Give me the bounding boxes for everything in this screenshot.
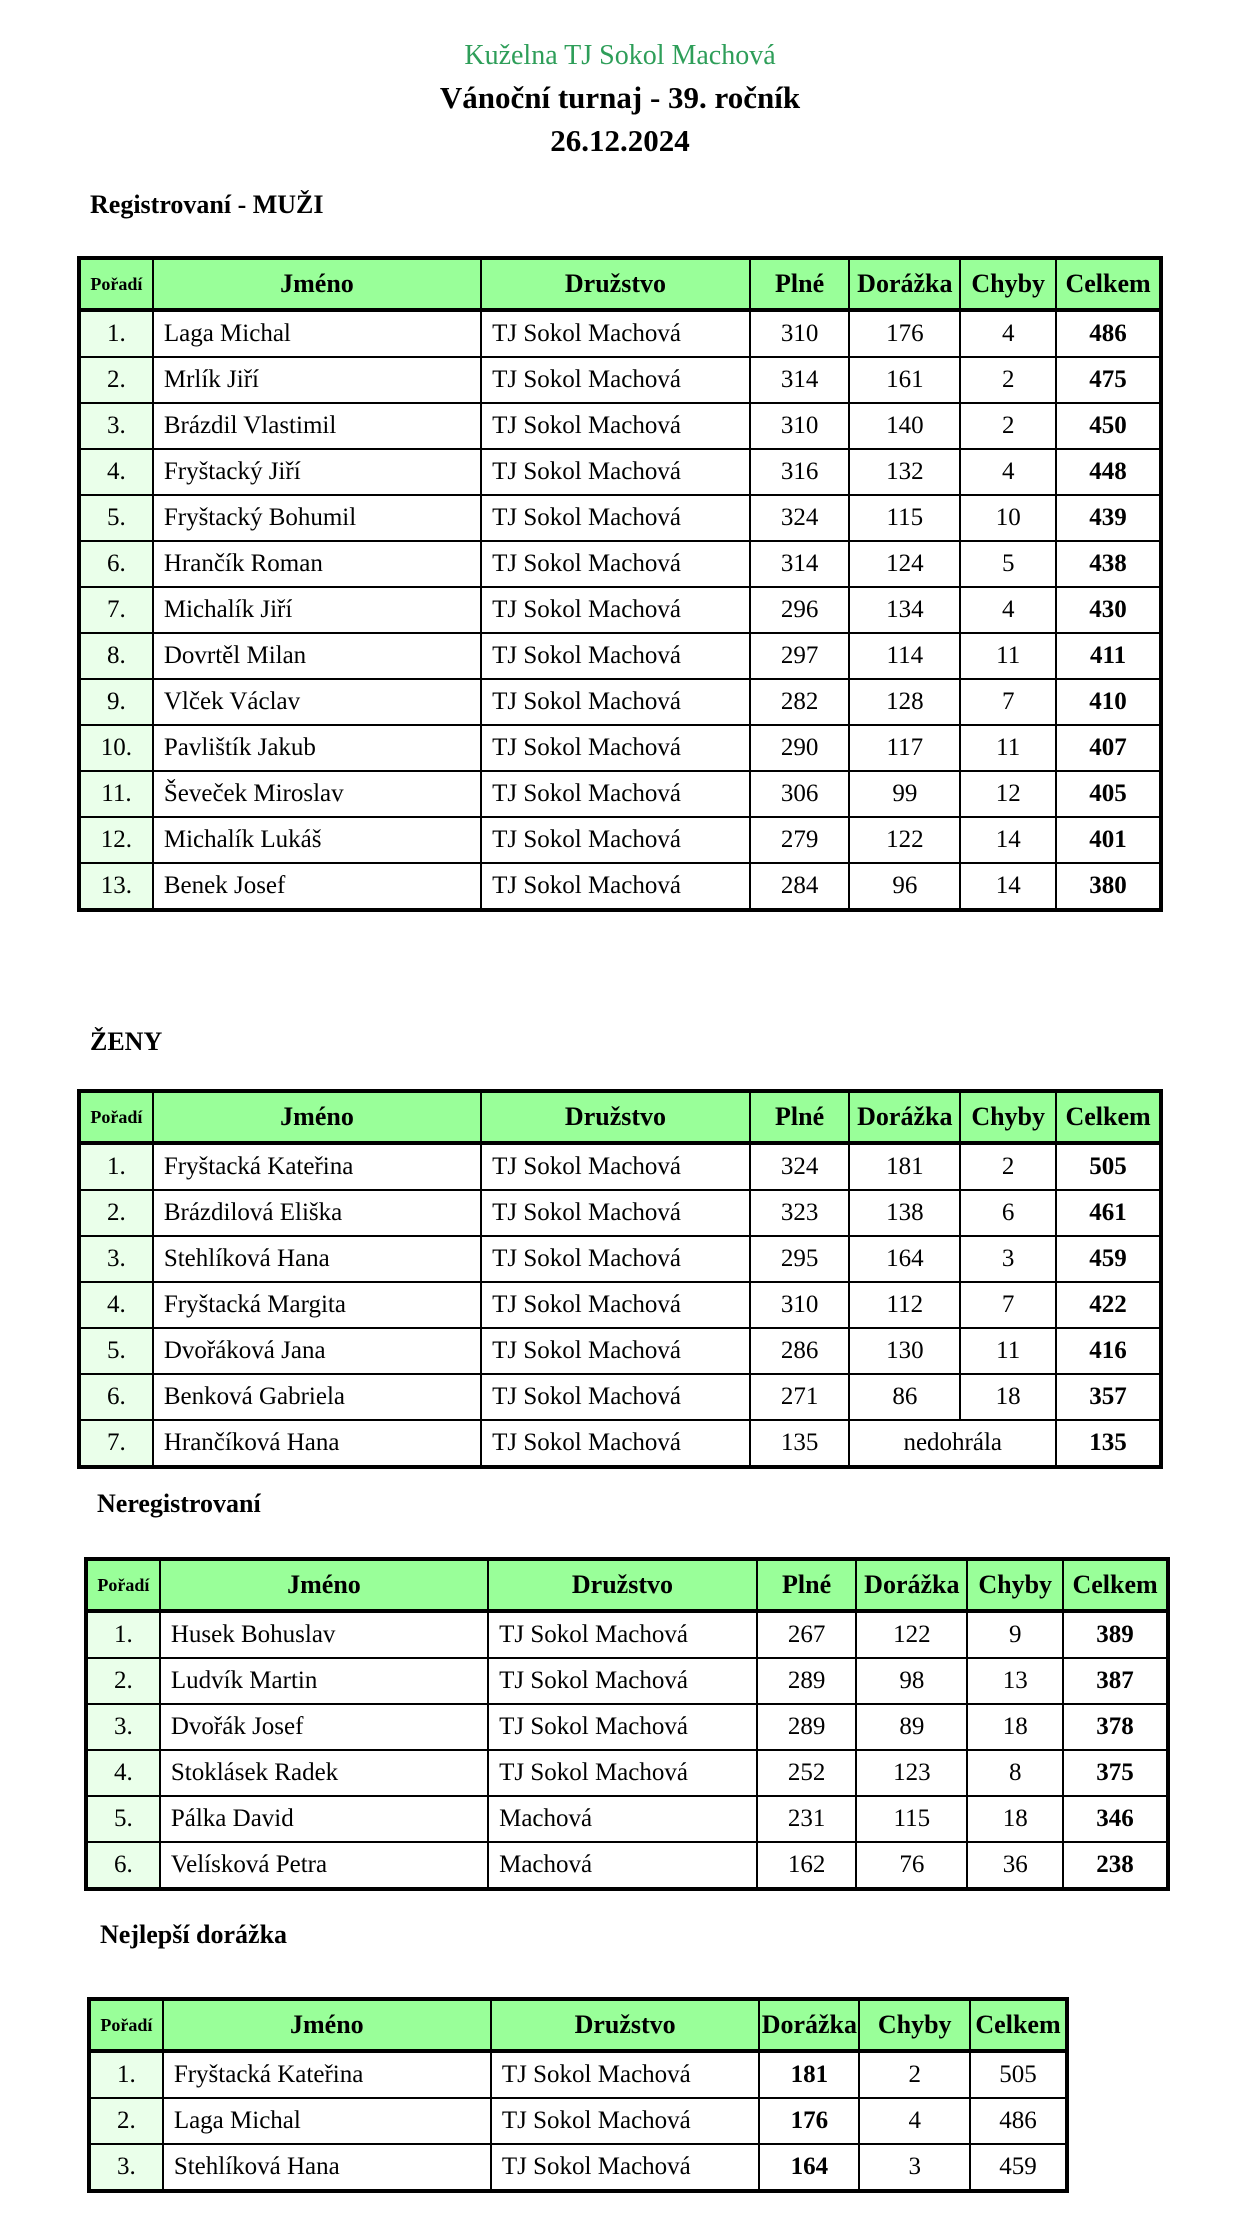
cell-full: 324 bbox=[750, 1143, 850, 1190]
cell-rank: 4. bbox=[79, 1282, 153, 1328]
cell-rank: 2. bbox=[79, 1190, 153, 1236]
cell-clear: 117 bbox=[849, 725, 960, 771]
cell-full: 231 bbox=[757, 1796, 857, 1842]
table-row bbox=[86, 1658, 1168, 1704]
cell-team: TJ Sokol Machová bbox=[488, 1611, 757, 1658]
cell-rank: 7. bbox=[79, 1420, 153, 1467]
cell-total: 410 bbox=[1056, 679, 1161, 725]
cell-name: Mrlík Jiří bbox=[153, 357, 481, 403]
cell-rank: 7. bbox=[79, 587, 153, 633]
cell-clear: 176 bbox=[849, 310, 960, 357]
cell-name: Fryštacká Margita bbox=[153, 1282, 481, 1328]
table-row bbox=[79, 1374, 1161, 1420]
cell-full: 135 bbox=[750, 1420, 850, 1467]
cell-team: TJ Sokol Machová bbox=[481, 725, 750, 771]
cell-clear: 138 bbox=[849, 1190, 960, 1236]
cell-errors: 18 bbox=[960, 1374, 1056, 1420]
venue-name: Kuželna TJ Sokol Machová bbox=[464, 40, 776, 71]
cell-name: Stehlíková Hana bbox=[163, 2144, 491, 2191]
cell-rank: 3. bbox=[79, 1236, 153, 1282]
cell-full: 289 bbox=[757, 1658, 857, 1704]
cell-team: TJ Sokol Machová bbox=[481, 1143, 750, 1190]
cell-errors: 4 bbox=[960, 587, 1056, 633]
cell-clear: 181 bbox=[759, 2051, 859, 2098]
cell-total: 401 bbox=[1056, 817, 1161, 863]
cell-clear: 99 bbox=[849, 771, 960, 817]
cell-total: 448 bbox=[1056, 449, 1161, 495]
cell-errors: 8 bbox=[967, 1750, 1063, 1796]
cell-errors: 14 bbox=[960, 817, 1056, 863]
cell-rank: 11. bbox=[79, 771, 153, 817]
cell-total: 461 bbox=[1056, 1190, 1161, 1236]
cell-rank: 1. bbox=[86, 1611, 160, 1658]
column-header-name: Jméno bbox=[153, 258, 481, 310]
cell-total: 439 bbox=[1056, 495, 1161, 541]
cell-errors: 2 bbox=[960, 357, 1056, 403]
cell-total: 135 bbox=[1056, 1420, 1161, 1467]
cell-rank: 1. bbox=[79, 1143, 153, 1190]
cell-total: 486 bbox=[1056, 310, 1161, 357]
table-row bbox=[86, 1750, 1168, 1796]
table-row bbox=[86, 1611, 1168, 1658]
cell-name: Hrančík Roman bbox=[153, 541, 481, 587]
cell-name: Dvořák Josef bbox=[160, 1704, 488, 1750]
cell-rank: 9. bbox=[79, 679, 153, 725]
cell-total: 389 bbox=[1063, 1611, 1168, 1658]
section-title-unregistered: Neregistrovaní bbox=[97, 1489, 261, 1518]
table-row bbox=[79, 403, 1161, 449]
cell-errors: 4 bbox=[960, 449, 1056, 495]
cell-clear: 96 bbox=[849, 863, 960, 910]
cell-rank: 5. bbox=[79, 495, 153, 541]
cell-name: Husek Bohuslav bbox=[160, 1611, 488, 1658]
cell-clear: 76 bbox=[856, 1842, 967, 1889]
cell-full: 162 bbox=[757, 1842, 857, 1889]
cell-full: 295 bbox=[750, 1236, 850, 1282]
cell-total: 459 bbox=[970, 2144, 1067, 2191]
table-row bbox=[79, 863, 1161, 910]
unregistered-results-table bbox=[84, 1557, 1170, 1891]
column-header-name: Jméno bbox=[153, 1091, 481, 1143]
table-row bbox=[79, 495, 1161, 541]
cell-name: Pálka David bbox=[160, 1796, 488, 1842]
cell-errors: 14 bbox=[960, 863, 1056, 910]
cell-errors: 7 bbox=[960, 679, 1056, 725]
cell-clear: 176 bbox=[759, 2098, 859, 2144]
cell-total: 378 bbox=[1063, 1704, 1168, 1750]
cell-full: 267 bbox=[757, 1611, 857, 1658]
cell-total: 416 bbox=[1056, 1328, 1161, 1374]
table-header-row bbox=[89, 1999, 1067, 2051]
cell-clear: 164 bbox=[849, 1236, 960, 1282]
table-row bbox=[86, 1842, 1168, 1889]
column-header-rank: Pořadí bbox=[79, 1091, 153, 1143]
cell-total: 438 bbox=[1056, 541, 1161, 587]
cell-clear: 164 bbox=[759, 2144, 859, 2191]
cell-team: TJ Sokol Machová bbox=[481, 1236, 750, 1282]
cell-name: Fryštacká Kateřina bbox=[163, 2051, 491, 2098]
cell-total: 450 bbox=[1056, 403, 1161, 449]
cell-name: Velísková Petra bbox=[160, 1842, 488, 1889]
cell-rank: 6. bbox=[86, 1842, 160, 1889]
cell-clear: 112 bbox=[849, 1282, 960, 1328]
column-header-rank: Pořadí bbox=[79, 258, 153, 310]
cell-team: TJ Sokol Machová bbox=[481, 541, 750, 587]
cell-team: TJ Sokol Machová bbox=[481, 817, 750, 863]
cell-name: Brázdil Vlastimil bbox=[153, 403, 481, 449]
table-header-row bbox=[79, 1091, 1161, 1143]
cell-name: Brázdilová Eliška bbox=[153, 1190, 481, 1236]
cell-team: TJ Sokol Machová bbox=[481, 310, 750, 357]
cell-team: TJ Sokol Machová bbox=[481, 495, 750, 541]
cell-name: Benková Gabriela bbox=[153, 1374, 481, 1420]
cell-name: Dvořáková Jana bbox=[153, 1328, 481, 1374]
table-row bbox=[79, 1282, 1161, 1328]
cell-note: nedohrála bbox=[849, 1420, 1056, 1467]
cell-rank: 2. bbox=[89, 2098, 163, 2144]
men-results-table bbox=[77, 256, 1163, 912]
cell-team: TJ Sokol Machová bbox=[481, 771, 750, 817]
column-header-name: Jméno bbox=[163, 1999, 491, 2051]
cell-clear: 132 bbox=[849, 449, 960, 495]
table-header-row bbox=[79, 258, 1161, 310]
cell-team: TJ Sokol Machová bbox=[481, 587, 750, 633]
column-header-full: Plné bbox=[757, 1559, 857, 1611]
column-header-total: Celkem bbox=[1063, 1559, 1168, 1611]
cell-team: TJ Sokol Machová bbox=[488, 1750, 757, 1796]
cell-rank: 3. bbox=[79, 403, 153, 449]
cell-errors: 10 bbox=[960, 495, 1056, 541]
cell-clear: 130 bbox=[849, 1328, 960, 1374]
table-row bbox=[79, 1143, 1161, 1190]
cell-team: TJ Sokol Machová bbox=[481, 863, 750, 910]
cell-errors: 2 bbox=[859, 2051, 970, 2098]
cell-full: 310 bbox=[750, 403, 850, 449]
cell-full: 297 bbox=[750, 633, 850, 679]
cell-full: 284 bbox=[750, 863, 850, 910]
table-row bbox=[79, 310, 1161, 357]
column-header-clear: Dorážka bbox=[759, 1999, 859, 2051]
table-row bbox=[89, 2051, 1067, 2098]
table-row bbox=[79, 725, 1161, 771]
column-header-clear: Dorážka bbox=[856, 1559, 967, 1611]
cell-full: 252 bbox=[757, 1750, 857, 1796]
cell-name: Laga Michal bbox=[153, 310, 481, 357]
cell-total: 346 bbox=[1063, 1796, 1168, 1842]
column-header-errors: Chyby bbox=[960, 1091, 1056, 1143]
cell-team: TJ Sokol Machová bbox=[481, 1190, 750, 1236]
tournament-date: 26.12.2024 bbox=[550, 123, 690, 158]
cell-team: TJ Sokol Machová bbox=[481, 633, 750, 679]
cell-errors: 3 bbox=[859, 2144, 970, 2191]
cell-name: Hrančíková Hana bbox=[153, 1420, 481, 1467]
cell-clear: 123 bbox=[856, 1750, 967, 1796]
cell-total: 505 bbox=[1056, 1143, 1161, 1190]
column-header-rank: Pořadí bbox=[86, 1559, 160, 1611]
section-title-men: Registrovaní - MUŽI bbox=[90, 190, 324, 219]
cell-name: Pavlištík Jakub bbox=[153, 725, 481, 771]
cell-team: TJ Sokol Machová bbox=[481, 679, 750, 725]
cell-team: Machová bbox=[488, 1842, 757, 1889]
cell-name: Benek Josef bbox=[153, 863, 481, 910]
column-header-team: Družstvo bbox=[488, 1559, 757, 1611]
cell-rank: 13. bbox=[79, 863, 153, 910]
cell-team: TJ Sokol Machová bbox=[481, 403, 750, 449]
table-row bbox=[86, 1796, 1168, 1842]
cell-name: Stehlíková Hana bbox=[153, 1236, 481, 1282]
table-row bbox=[79, 1420, 1161, 1467]
cell-clear: 181 bbox=[849, 1143, 960, 1190]
cell-total: 475 bbox=[1056, 357, 1161, 403]
cell-name: Laga Michal bbox=[163, 2098, 491, 2144]
table-row bbox=[79, 587, 1161, 633]
cell-clear: 114 bbox=[849, 633, 960, 679]
cell-total: 238 bbox=[1063, 1842, 1168, 1889]
column-header-name: Jméno bbox=[160, 1559, 488, 1611]
cell-total: 387 bbox=[1063, 1658, 1168, 1704]
best-clear-table bbox=[87, 1997, 1069, 2193]
cell-team: TJ Sokol Machová bbox=[481, 1374, 750, 1420]
cell-rank: 4. bbox=[86, 1750, 160, 1796]
cell-errors: 18 bbox=[967, 1704, 1063, 1750]
table-row bbox=[79, 1190, 1161, 1236]
table-row bbox=[79, 449, 1161, 495]
cell-rank: 6. bbox=[79, 1374, 153, 1420]
column-header-errors: Chyby bbox=[967, 1559, 1063, 1611]
cell-clear: 98 bbox=[856, 1658, 967, 1704]
cell-errors: 3 bbox=[960, 1236, 1056, 1282]
women-results-table bbox=[77, 1089, 1163, 1469]
cell-errors: 11 bbox=[960, 1328, 1056, 1374]
cell-rank: 8. bbox=[79, 633, 153, 679]
cell-errors: 2 bbox=[960, 403, 1056, 449]
cell-clear: 124 bbox=[849, 541, 960, 587]
cell-errors: 11 bbox=[960, 725, 1056, 771]
cell-errors: 9 bbox=[967, 1611, 1063, 1658]
cell-errors: 2 bbox=[960, 1143, 1056, 1190]
cell-total: 411 bbox=[1056, 633, 1161, 679]
cell-total: 486 bbox=[970, 2098, 1067, 2144]
cell-errors: 36 bbox=[967, 1842, 1063, 1889]
column-header-total: Celkem bbox=[1056, 258, 1161, 310]
cell-clear: 161 bbox=[849, 357, 960, 403]
cell-rank: 5. bbox=[79, 1328, 153, 1374]
column-header-errors: Chyby bbox=[960, 258, 1056, 310]
cell-errors: 18 bbox=[967, 1796, 1063, 1842]
cell-name: Dovrtěl Milan bbox=[153, 633, 481, 679]
cell-errors: 5 bbox=[960, 541, 1056, 587]
cell-full: 279 bbox=[750, 817, 850, 863]
cell-clear: 134 bbox=[849, 587, 960, 633]
cell-full: 289 bbox=[757, 1704, 857, 1750]
cell-team: TJ Sokol Machová bbox=[481, 357, 750, 403]
section-title-best-clear: Nejlepší dorážka bbox=[100, 1920, 288, 1949]
cell-team: Machová bbox=[488, 1796, 757, 1842]
cell-total: 407 bbox=[1056, 725, 1161, 771]
cell-rank: 3. bbox=[89, 2144, 163, 2191]
cell-rank: 10. bbox=[79, 725, 153, 771]
cell-name: Fryštacká Kateřina bbox=[153, 1143, 481, 1190]
cell-rank: 3. bbox=[86, 1704, 160, 1750]
cell-errors: 4 bbox=[859, 2098, 970, 2144]
cell-total: 357 bbox=[1056, 1374, 1161, 1420]
table-row bbox=[79, 679, 1161, 725]
cell-total: 505 bbox=[970, 2051, 1067, 2098]
cell-total: 422 bbox=[1056, 1282, 1161, 1328]
column-header-errors: Chyby bbox=[859, 1999, 970, 2051]
cell-full: 324 bbox=[750, 495, 850, 541]
cell-team: TJ Sokol Machová bbox=[481, 1420, 750, 1467]
cell-clear: 89 bbox=[856, 1704, 967, 1750]
cell-rank: 2. bbox=[79, 357, 153, 403]
cell-full: 282 bbox=[750, 679, 850, 725]
table-row bbox=[89, 2098, 1067, 2144]
column-header-rank: Pořadí bbox=[89, 1999, 163, 2051]
cell-team: TJ Sokol Machová bbox=[481, 449, 750, 495]
cell-rank: 5. bbox=[86, 1796, 160, 1842]
table-header-row bbox=[86, 1559, 1168, 1611]
cell-team: TJ Sokol Machová bbox=[491, 2144, 760, 2191]
cell-clear: 115 bbox=[849, 495, 960, 541]
cell-errors: 4 bbox=[960, 310, 1056, 357]
column-header-team: Družstvo bbox=[481, 258, 750, 310]
cell-rank: 4. bbox=[79, 449, 153, 495]
table-row bbox=[79, 771, 1161, 817]
section-title-women: ŽENY bbox=[90, 1027, 163, 1056]
table-row bbox=[79, 633, 1161, 679]
cell-total: 375 bbox=[1063, 1750, 1168, 1796]
cell-team: TJ Sokol Machová bbox=[481, 1328, 750, 1374]
cell-clear: 140 bbox=[849, 403, 960, 449]
tournament-title: Vánoční turnaj - 39. ročník bbox=[439, 80, 801, 115]
cell-rank: 12. bbox=[79, 817, 153, 863]
cell-clear: 122 bbox=[856, 1611, 967, 1658]
cell-total: 380 bbox=[1056, 863, 1161, 910]
cell-full: 290 bbox=[750, 725, 850, 771]
cell-total: 459 bbox=[1056, 1236, 1161, 1282]
cell-rank: 6. bbox=[79, 541, 153, 587]
cell-clear: 86 bbox=[849, 1374, 960, 1420]
column-header-team: Družstvo bbox=[481, 1091, 750, 1143]
cell-name: Fryštacký Bohumil bbox=[153, 495, 481, 541]
cell-rank: 1. bbox=[79, 310, 153, 357]
cell-name: Vlček Václav bbox=[153, 679, 481, 725]
column-header-full: Plné bbox=[750, 258, 850, 310]
column-header-team: Družstvo bbox=[491, 1999, 760, 2051]
cell-name: Michalík Lukáš bbox=[153, 817, 481, 863]
cell-full: 310 bbox=[750, 310, 850, 357]
cell-clear: 122 bbox=[849, 817, 960, 863]
cell-name: Stoklásek Radek bbox=[160, 1750, 488, 1796]
cell-team: TJ Sokol Machová bbox=[491, 2051, 760, 2098]
column-header-full: Plné bbox=[750, 1091, 850, 1143]
column-header-total: Celkem bbox=[1056, 1091, 1161, 1143]
cell-name: Fryštacký Jiří bbox=[153, 449, 481, 495]
cell-full: 306 bbox=[750, 771, 850, 817]
cell-full: 314 bbox=[750, 541, 850, 587]
table-row bbox=[79, 357, 1161, 403]
cell-name: Michalík Jiří bbox=[153, 587, 481, 633]
table-row bbox=[79, 1236, 1161, 1282]
cell-rank: 1. bbox=[89, 2051, 163, 2098]
cell-rank: 2. bbox=[86, 1658, 160, 1704]
table-row bbox=[89, 2144, 1067, 2191]
cell-total: 405 bbox=[1056, 771, 1161, 817]
cell-errors: 12 bbox=[960, 771, 1056, 817]
cell-clear: 115 bbox=[856, 1796, 967, 1842]
cell-team: TJ Sokol Machová bbox=[488, 1658, 757, 1704]
cell-team: TJ Sokol Machová bbox=[481, 1282, 750, 1328]
cell-name: Ševeček Miroslav bbox=[153, 771, 481, 817]
cell-full: 314 bbox=[750, 357, 850, 403]
cell-full: 296 bbox=[750, 587, 850, 633]
table-row bbox=[79, 817, 1161, 863]
cell-full: 271 bbox=[750, 1374, 850, 1420]
table-row bbox=[79, 1328, 1161, 1374]
table-row bbox=[86, 1704, 1168, 1750]
cell-team: TJ Sokol Machová bbox=[488, 1704, 757, 1750]
cell-name: Ludvík Martin bbox=[160, 1658, 488, 1704]
cell-full: 310 bbox=[750, 1282, 850, 1328]
cell-team: TJ Sokol Machová bbox=[491, 2098, 760, 2144]
cell-full: 286 bbox=[750, 1328, 850, 1374]
cell-full: 316 bbox=[750, 449, 850, 495]
cell-total: 430 bbox=[1056, 587, 1161, 633]
cell-clear: 128 bbox=[849, 679, 960, 725]
cell-errors: 7 bbox=[960, 1282, 1056, 1328]
cell-full: 323 bbox=[750, 1190, 850, 1236]
cell-errors: 11 bbox=[960, 633, 1056, 679]
cell-errors: 13 bbox=[967, 1658, 1063, 1704]
cell-errors: 6 bbox=[960, 1190, 1056, 1236]
column-header-total: Celkem bbox=[970, 1999, 1067, 2051]
column-header-clear: Dorážka bbox=[849, 258, 960, 310]
table-row bbox=[79, 541, 1161, 587]
column-header-clear: Dorážka bbox=[849, 1091, 960, 1143]
